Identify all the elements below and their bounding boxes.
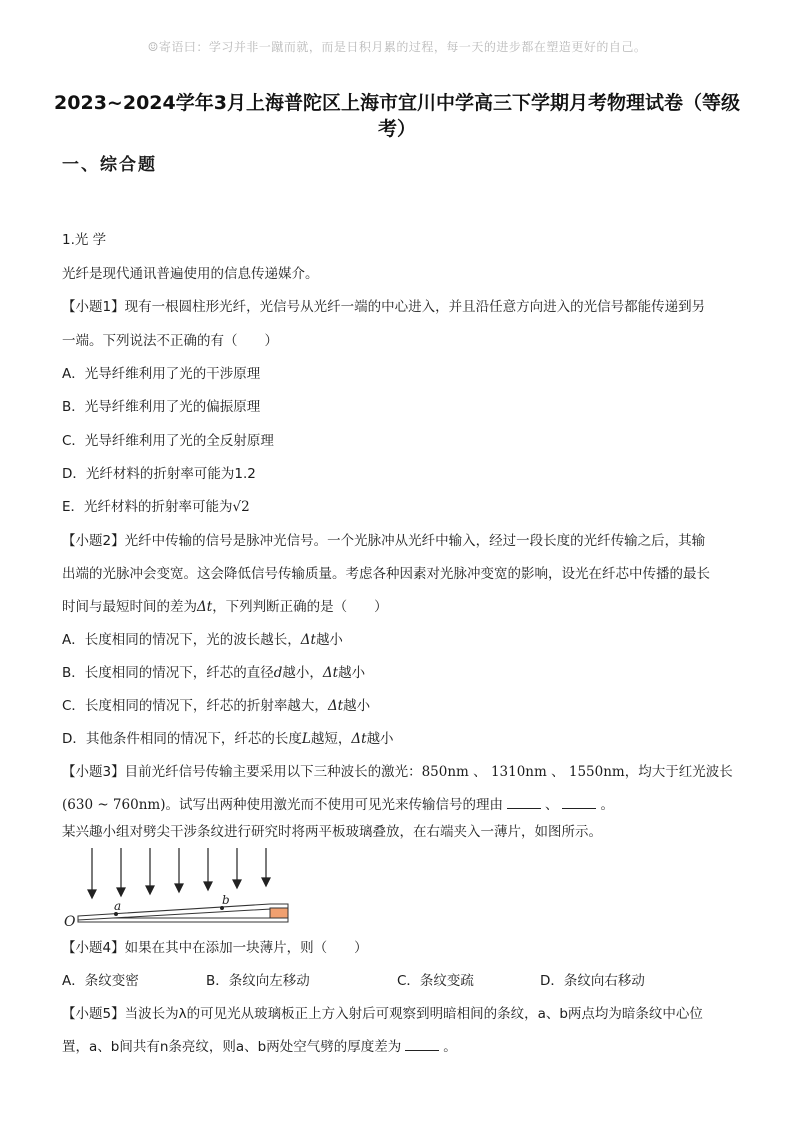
arrow-head — [117, 888, 125, 896]
label-a: a — [114, 899, 122, 913]
sub1-option-e — [62, 495, 250, 515]
arrow-head — [233, 880, 241, 888]
option-text: A．长度相同的情况下，光的波长越长， — [62, 632, 301, 648]
answer-blank-2[interactable] — [562, 796, 596, 809]
wavelength-values: 850nm 、 1310nm 、 1550nm — [421, 764, 625, 780]
period: 。 — [443, 1039, 457, 1055]
incident-light-arrows — [88, 848, 270, 898]
label-o: O — [64, 914, 76, 930]
option-e-text: E．光纤材料的折射率可能为 — [62, 499, 233, 515]
sub4-stem: 【小题4】如果在其中在添加一块薄片，则（ ） — [62, 940, 368, 956]
sub1-option-a: A．光导纤维利用了光的干涉原理 — [62, 366, 261, 382]
option-suffix: 越小 — [343, 698, 371, 714]
sub2-option-b — [62, 661, 365, 681]
sub5-stem-line1: 【小题5】当波长为λ的可见光从玻璃板正上方入射后可观察到明暗相间的条纹，a、b两点均为暗条纹中心位 — [62, 1006, 703, 1022]
wedge-interference-figure — [60, 842, 300, 932]
sub3-question: 。试写出两种使用激光而不使用可见光来传输信号的理由 — [165, 797, 503, 813]
arrow-head — [262, 878, 270, 886]
title-line-2: 考） — [377, 118, 416, 140]
sqrt-two: √2 — [232, 499, 250, 515]
option-suffix: 越小 — [338, 665, 366, 681]
arrow-head — [88, 890, 96, 898]
sub1-option-d: D．光纤材料的折射率可能为1.2 — [62, 466, 256, 482]
option-suffix: 越小 — [366, 731, 394, 747]
sub2-stem-line3 — [62, 595, 388, 615]
section-heading: 一、综合题 — [62, 155, 157, 175]
option-text: B．长度相同的情况下，纤芯的直径 — [62, 665, 274, 681]
sub3-stem-line2 — [62, 793, 614, 813]
sub4-option-d: D．条纹向右移动 — [540, 973, 645, 989]
delta-t: Δt — [322, 665, 339, 681]
sub2-option-a — [62, 628, 343, 648]
sub4-option-c: C．条纹变疏 — [397, 973, 474, 989]
sub2-stem-line1: 【小题2】光纤中传输的信号是脉冲光信号。一个光脉冲从光纤中输入，经过一段长度的光纤传输之后，其输 — [62, 533, 706, 549]
delta-t: Δt — [327, 698, 344, 714]
arrow-head — [146, 886, 154, 894]
option-text: D．其他条件相同的情况下，纤芯的长度 — [62, 731, 302, 747]
sub2-option-d — [62, 727, 394, 747]
sub3-text: 【小题3】目前光纤信号传输主要采用以下三种波长的激光： — [62, 764, 422, 780]
option-mid: 越小， — [282, 665, 323, 681]
sub1-option-c: C．光导纤维利用了光的全反射原理 — [62, 433, 274, 449]
arrow-head — [175, 884, 183, 892]
sub4-option-b: B．条纹向左移动 — [206, 973, 310, 989]
delta-t: Δt — [197, 599, 213, 615]
exam-title — [40, 90, 754, 142]
sub3-suffix: ，均大于红光波长 — [624, 764, 733, 780]
thin-sheet — [270, 908, 288, 918]
sub2-stem-suffix: ，下列判断正确的是（ ） — [212, 599, 388, 615]
var-l: L — [301, 731, 311, 747]
sub2-option-c — [62, 694, 370, 714]
wedge-intro: 某兴趣小组对劈尖干涉条纹进行研究时将两平板玻璃叠放，在右端夹入一薄片，如图所示。 — [62, 824, 602, 840]
separator: 、 — [544, 797, 559, 813]
sub1-stem-line1: 【小题1】现有一根圆柱形光纤，光信号从光纤一端的中心进入，并且沿任意方向进入的光信号都能传递到另 — [62, 299, 706, 315]
question-heading: 1.光 学 — [62, 232, 107, 248]
period: 。 — [600, 797, 614, 813]
delta-t: Δt — [300, 632, 316, 648]
answer-blank-1[interactable] — [507, 796, 541, 809]
option-suffix: 越小 — [315, 632, 343, 648]
option-text: C．长度相同的情况下，纤芯的折射率越大， — [62, 698, 328, 714]
sub5-stem-line2 — [62, 1035, 457, 1055]
sub1-stem-line2: 一端。下列说法不正确的有（ ） — [62, 333, 278, 349]
red-light-range: (630 ~ 760nm) — [62, 797, 166, 813]
motto-header: ☺寄语曰：学习并非一蹴而就，而是日积月累的过程，每一天的进步都在塑造更好的自己。 — [147, 40, 647, 54]
var-d: d — [273, 665, 283, 681]
sub2-stem-line2: 出端的光脉冲会变宽。这会降低信号传输质量。考虑各种因素对光脉冲变宽的影响，设光在纤芯中传播的最长 — [62, 566, 710, 582]
intro-text: 光纤是现代通讯普遍使用的信息传递媒介。 — [62, 266, 319, 282]
title-line-1: 2023~2024学年3月上海普陀区上海市宜川中学高三下学期月考物理试卷（等级 — [54, 92, 740, 114]
option-mid: 越短， — [310, 731, 352, 747]
sub2-stem-text: 时间与最短时间的差为 — [62, 599, 197, 615]
sub3-stem-line1 — [62, 760, 733, 780]
sub1-option-b: B．光导纤维利用了光的偏振原理 — [62, 399, 261, 415]
label-b: b — [222, 893, 230, 907]
delta-t: Δt — [351, 731, 367, 747]
sub5-text: 置，a、b间共有n条亮纹，则a、b两处空气劈的厚度差为 — [62, 1039, 402, 1055]
arrow-head — [204, 882, 212, 890]
sub4-option-a: A．条纹变密 — [62, 973, 139, 989]
answer-blank-3[interactable] — [405, 1038, 439, 1051]
